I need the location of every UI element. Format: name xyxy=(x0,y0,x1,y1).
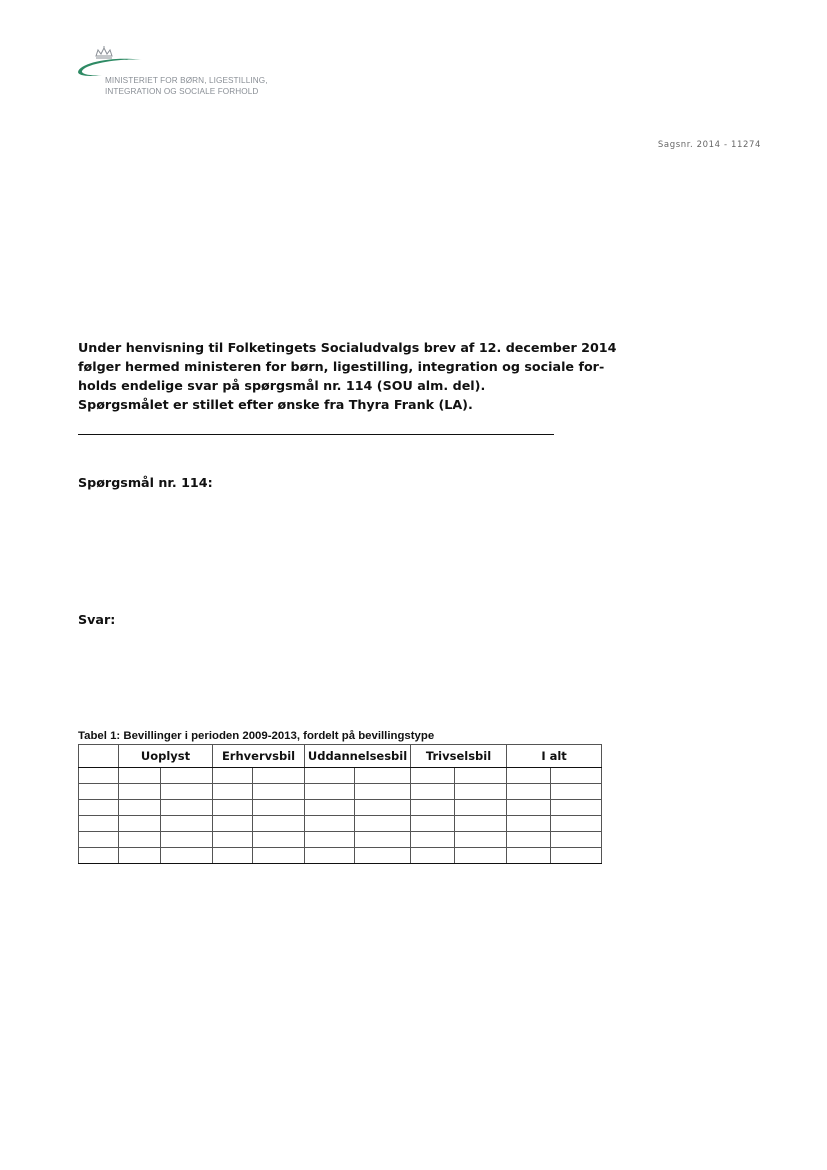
table-body xyxy=(79,768,602,864)
table-cell xyxy=(507,816,551,832)
table-caption: Tabel 1: Bevillinger i perioden 2009-2013, fordelt på bevillingstype xyxy=(78,730,435,742)
table-row xyxy=(79,848,602,864)
table-cell xyxy=(213,816,253,832)
table-header-cell xyxy=(79,745,119,768)
table-cell xyxy=(305,832,355,848)
table-cell xyxy=(79,800,119,816)
table-cell xyxy=(355,768,411,784)
table-cell xyxy=(507,832,551,848)
table-row xyxy=(79,784,602,800)
table-cell xyxy=(119,848,161,864)
table-cell xyxy=(305,816,355,832)
table-cell xyxy=(119,832,161,848)
table-cell xyxy=(411,848,455,864)
table-header-row xyxy=(79,745,602,768)
table-header-cell: I alt xyxy=(507,745,602,768)
table-cell xyxy=(119,816,161,832)
intro-line: følger hermed ministeren for børn, ligestilling, integration og sociale for- xyxy=(78,359,605,374)
table-cell xyxy=(305,800,355,816)
table-cell xyxy=(507,768,551,784)
table-cell xyxy=(551,848,602,864)
intro-line: Under henvisning til Folketingets Socialudvalgs brev af 12. december 2014 xyxy=(78,340,617,355)
table-cell xyxy=(161,832,213,848)
table-cell xyxy=(551,800,602,816)
table-cell xyxy=(355,848,411,864)
table-cell xyxy=(507,800,551,816)
table-cell xyxy=(161,784,213,800)
table-cell xyxy=(161,816,213,832)
table-cell xyxy=(411,768,455,784)
table-cell xyxy=(411,800,455,816)
table-cell xyxy=(305,784,355,800)
logo-wordmark xyxy=(105,75,268,97)
table-row xyxy=(79,816,602,832)
table-cell xyxy=(213,768,253,784)
table-cell xyxy=(253,800,305,816)
table-cell xyxy=(119,784,161,800)
table-cell xyxy=(551,784,602,800)
table-cell xyxy=(411,816,455,832)
table-cell xyxy=(79,768,119,784)
table-cell xyxy=(119,800,161,816)
table-row xyxy=(79,768,602,784)
table-cell xyxy=(79,784,119,800)
table-cell xyxy=(161,800,213,816)
table-cell xyxy=(213,784,253,800)
table-cell xyxy=(213,848,253,864)
table-cell xyxy=(455,768,507,784)
table-cell xyxy=(119,768,161,784)
case-number: Sagsnr. 2014 - 11274 xyxy=(657,140,761,150)
table-cell xyxy=(455,848,507,864)
table-cell xyxy=(253,848,305,864)
table-cell xyxy=(305,848,355,864)
table-cell xyxy=(455,784,507,800)
table-cell xyxy=(507,784,551,800)
table-cell xyxy=(355,832,411,848)
table-cell xyxy=(551,816,602,832)
table-cell xyxy=(455,800,507,816)
answer-heading: Svar: xyxy=(78,612,116,627)
intro-line: holds endelige svar på spørgsmål nr. 114 (SOU alm. del). xyxy=(78,378,486,393)
table-cell xyxy=(213,800,253,816)
ministry-logo xyxy=(76,46,276,102)
logo-line-1: MINISTERIET FOR BØRN, LIGESTILLING, xyxy=(105,76,268,85)
table-cell xyxy=(253,784,305,800)
table-cell xyxy=(551,832,602,848)
intro-paragraph xyxy=(78,338,638,414)
table-cell xyxy=(305,768,355,784)
table-cell xyxy=(355,816,411,832)
allocation-table xyxy=(78,744,602,864)
table-cell xyxy=(551,768,602,784)
table-cell xyxy=(253,816,305,832)
table-cell xyxy=(79,832,119,848)
horizontal-divider xyxy=(78,434,554,435)
table-cell xyxy=(161,848,213,864)
table-header-cell: Erhvervsbil xyxy=(213,745,305,768)
table-cell xyxy=(455,816,507,832)
table-cell xyxy=(253,768,305,784)
table-header-cell: Uoplyst xyxy=(119,745,213,768)
table-cell xyxy=(161,768,213,784)
table-cell xyxy=(253,832,305,848)
table-row xyxy=(79,800,602,816)
intro-line: Spørgsmålet er stillet efter ønske fra Thyra Frank (LA). xyxy=(78,397,473,412)
table-cell xyxy=(411,784,455,800)
table-header-cell: Trivselsbil xyxy=(411,745,507,768)
table-cell xyxy=(355,784,411,800)
table-cell xyxy=(355,800,411,816)
table-header-cell: Uddannelsesbil xyxy=(305,745,411,768)
table-cell xyxy=(213,832,253,848)
table-row xyxy=(79,832,602,848)
table-cell xyxy=(411,832,455,848)
table-cell xyxy=(79,816,119,832)
question-heading: Spørgsmål nr. 114: xyxy=(78,475,213,490)
table-cell xyxy=(507,848,551,864)
logo-line-2: INTEGRATION OG SOCIALE FORHOLD xyxy=(105,87,259,96)
table-cell xyxy=(79,848,119,864)
table-cell xyxy=(455,832,507,848)
